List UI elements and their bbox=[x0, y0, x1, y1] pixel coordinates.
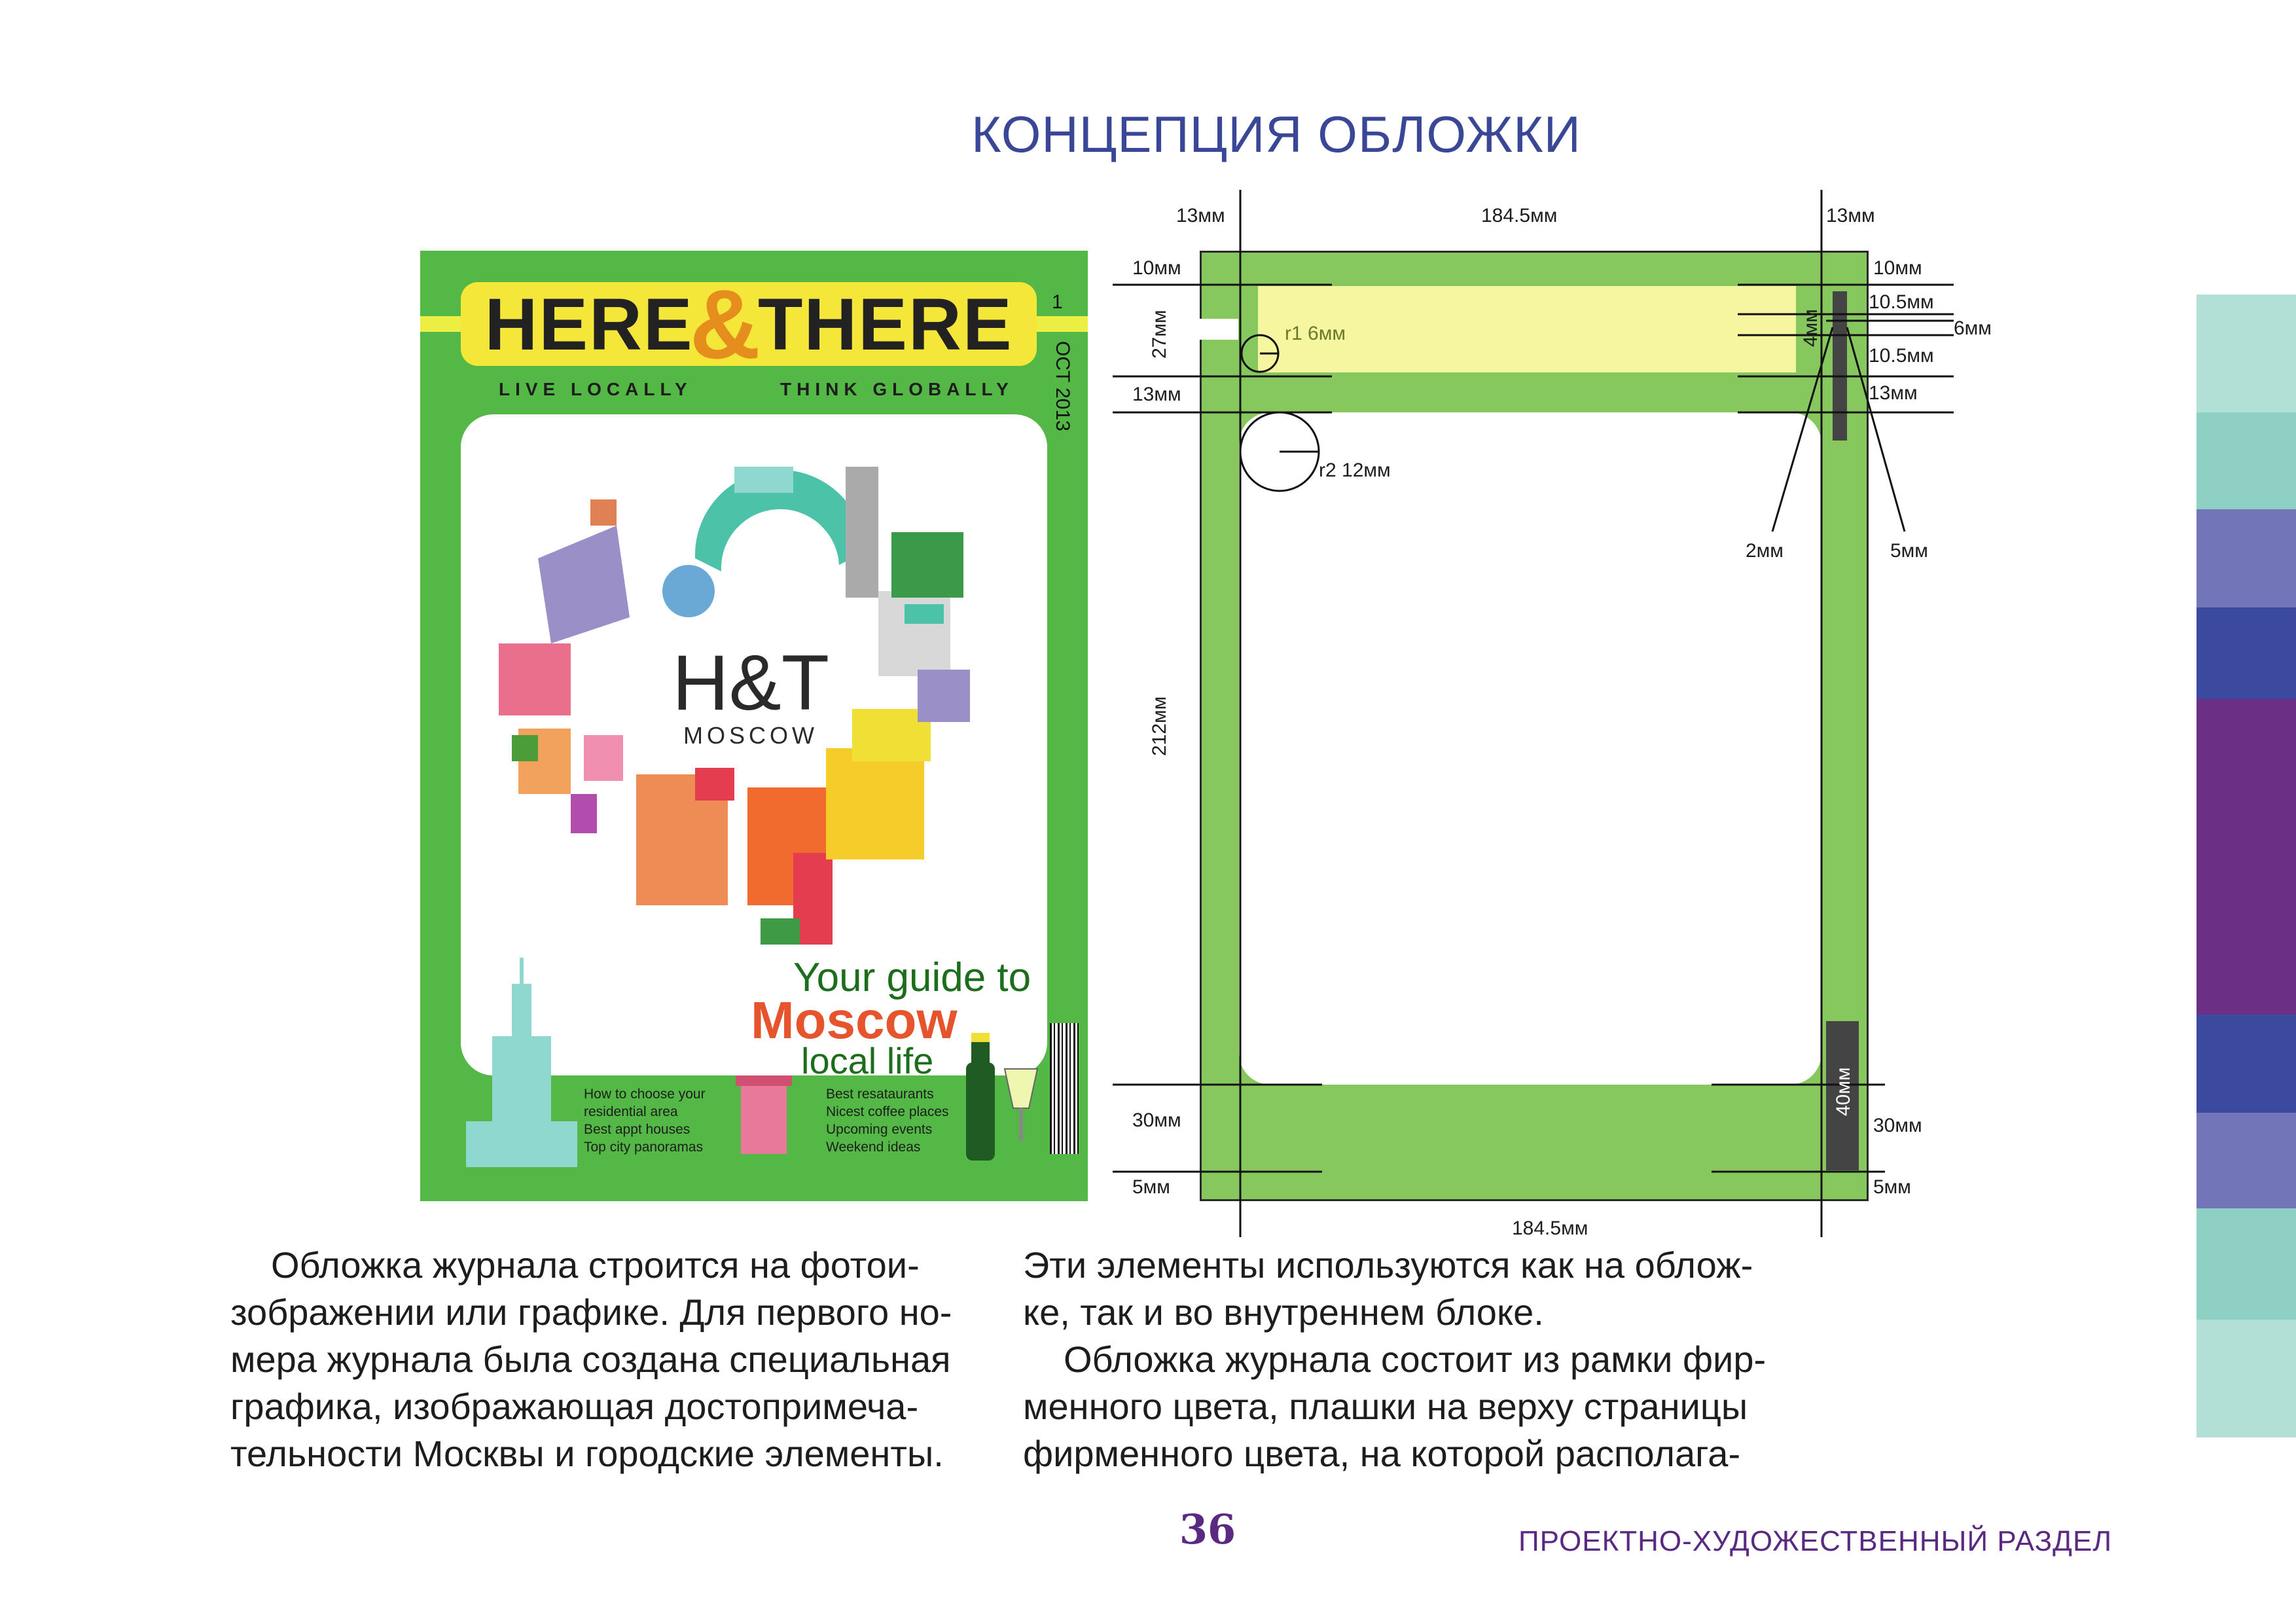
cover-guide-line2: Moscow bbox=[751, 991, 958, 1049]
cover-badge-sub: MOSCOW bbox=[683, 722, 818, 749]
color-tab bbox=[2197, 295, 2296, 412]
list-item: residential area bbox=[584, 1104, 678, 1119]
text-line: Эти элементы используются как на облож- bbox=[1023, 1244, 1753, 1286]
text-line: Обложка журнала строится на фотои- bbox=[271, 1244, 920, 1286]
text-line: мера журнала была создана специальная bbox=[230, 1339, 951, 1380]
list-item: Nicest coffee places bbox=[826, 1104, 949, 1119]
dim-top-width: 184.5мм bbox=[1481, 205, 1558, 226]
dim-left-30: 30мм bbox=[1132, 1110, 1181, 1131]
radius-r1: r1 6мм bbox=[1285, 323, 1346, 344]
dim-left-27: 27мм bbox=[1149, 310, 1170, 359]
dim-top-left: 13мм bbox=[1176, 205, 1225, 226]
logo-there: THERE bbox=[757, 283, 1013, 365]
cover-tagline-right: THINK GLOBALLY bbox=[780, 379, 1014, 399]
cover-date: OCT 2013 bbox=[1052, 341, 1073, 431]
text-line: менного цвета, плашки на верху страницы bbox=[1023, 1386, 1748, 1427]
list-item: Top city panoramas bbox=[584, 1140, 704, 1155]
text-line: ке, так и во внутреннем блоке. bbox=[1023, 1291, 1544, 1333]
dim-right-13: 13мм bbox=[1869, 382, 1918, 404]
dim-label-5: 5мм bbox=[1890, 540, 1928, 562]
dim-label-2: 2мм bbox=[1746, 540, 1784, 562]
dim-right-10: 10мм bbox=[1873, 257, 1922, 279]
text-column-2 bbox=[1023, 1242, 1784, 1477]
dim-top-right: 13мм bbox=[1826, 205, 1875, 226]
dim-right-30: 30мм bbox=[1873, 1115, 1922, 1136]
cover-badge-main: H&T bbox=[672, 639, 829, 727]
cover-issue-number: 1 bbox=[1052, 291, 1063, 313]
list-item: Upcoming events bbox=[826, 1122, 933, 1137]
cover-guide-line1: Your guide to bbox=[793, 955, 1031, 1000]
page-number: 36 bbox=[1179, 1506, 1236, 1553]
text-line: Обложка журнала состоит из рамки фир- bbox=[1064, 1339, 1767, 1380]
dim-left-10: 10мм bbox=[1132, 257, 1181, 279]
text-line: фирменного цвета, на которой располага- bbox=[1023, 1433, 1741, 1474]
logo-ampersand: & bbox=[689, 268, 762, 379]
dim-right-10-5b: 10.5мм bbox=[1869, 345, 1934, 367]
list-item: How to choose your bbox=[584, 1087, 706, 1102]
color-tab bbox=[2197, 1320, 2296, 1437]
list-item: Best appt houses bbox=[584, 1122, 691, 1137]
logo-here: HERE bbox=[484, 283, 694, 365]
cover-tagline-left: LIVE LOCALLY bbox=[499, 379, 692, 399]
dim-left-13: 13мм bbox=[1132, 384, 1181, 405]
color-tab bbox=[2197, 699, 2296, 1015]
color-tab bbox=[2197, 1208, 2296, 1320]
dim-bar-40: 40мм bbox=[1833, 1067, 1854, 1116]
section-title: ПРОЕКТНО-ХУДОЖЕСТВЕННЫЙ РАЗДЕЛ bbox=[1518, 1525, 2113, 1557]
dim-height-212: 212мм bbox=[1149, 696, 1170, 756]
text-line: зображении или графике. Для первого но- bbox=[230, 1291, 952, 1333]
color-tab bbox=[2197, 1015, 2296, 1113]
dim-bottom-width: 184.5мм bbox=[1512, 1218, 1588, 1239]
radius-r2: r2 12мм bbox=[1319, 460, 1391, 481]
page-title: КОНЦЕПЦИЯ ОБЛОЖКИ bbox=[971, 105, 1581, 163]
list-item: Best resataurants bbox=[826, 1087, 934, 1102]
dim-right-5: 5мм bbox=[1873, 1176, 1911, 1198]
dim-bar-4: 4мм bbox=[1800, 309, 1821, 347]
color-tab bbox=[2197, 607, 2296, 699]
text-line: тельности Москвы и городские элементы. bbox=[230, 1433, 944, 1474]
dim-right-10-5a: 10.5мм bbox=[1869, 291, 1934, 313]
color-tab bbox=[2197, 509, 2296, 607]
side-color-tabs bbox=[2197, 295, 2296, 1437]
cover-guide-line3: local life bbox=[801, 1040, 934, 1081]
text-column-1 bbox=[230, 1242, 991, 1477]
color-tab bbox=[2197, 412, 2296, 509]
text-line: графика, изображающая достопримеча- bbox=[230, 1386, 919, 1427]
list-item: Weekend ideas bbox=[826, 1140, 921, 1155]
color-tab bbox=[2197, 1113, 2296, 1208]
dim-right-6: 6мм bbox=[1954, 317, 1992, 339]
dim-left-5: 5мм bbox=[1132, 1176, 1170, 1198]
